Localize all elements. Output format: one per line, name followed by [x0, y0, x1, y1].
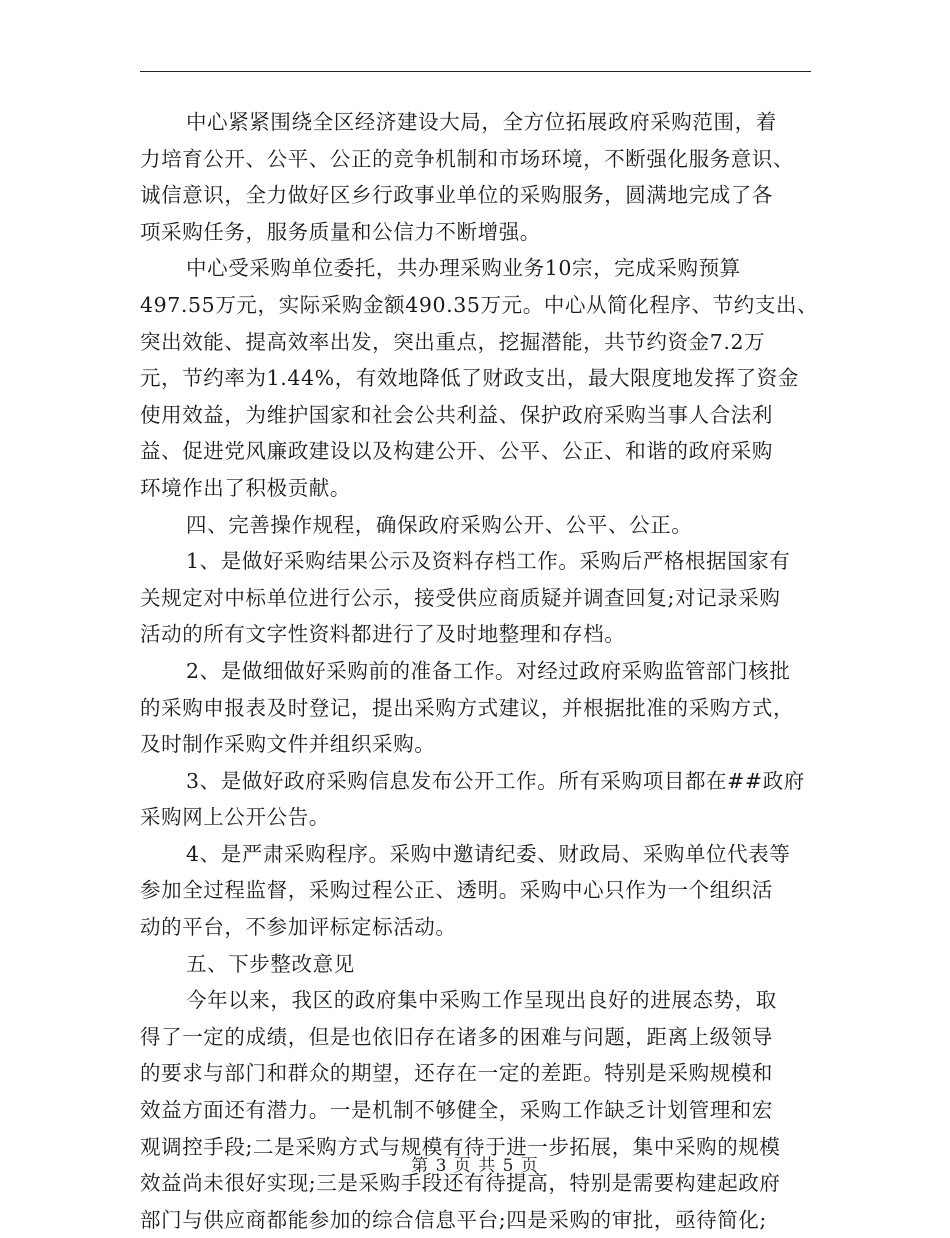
text-line: 元，节约率为1.44%，有效地降低了财政支出，最大限度地发挥了资金 [140, 366, 799, 391]
text-line: 497.55万元，实际采购金额490.35万元。中心从简化程序、节约支出、 [140, 292, 819, 317]
text-line: 2、是做细做好采购前的准备工作。对经过政府采购监管部门核批 [186, 658, 791, 683]
text-line: 效益方面还有潜力。一是机制不够健全，采购工作缺乏计划管理和宏 [140, 1098, 773, 1123]
text-line: 环境作出了积极贡献。 [140, 475, 351, 500]
text-line: 诚信意识，全力做好区乡行政事业单位的采购服务，圆满地完成了各 [140, 183, 773, 208]
document-body [140, 104, 820, 1238]
page-number: 第 3 页 共 5 页 [411, 1156, 539, 1176]
text-line: 的采购申报表及时登记，提出采购方式建议，并根据批准的采购方式， [140, 695, 795, 720]
section-heading: 五、下步整改意见 [186, 951, 355, 976]
text-line: 参加全过程监督，采购过程公正、透明。采购中心只作为一个组织活 [140, 878, 773, 903]
text-line: 及时制作采购文件并组织采购。 [140, 732, 436, 757]
text-line: 观调控手段;二是采购方式与规模有待于进一步拓展，集中采购的规模 [140, 1134, 781, 1159]
text-line: 部门与供应商都能参加的综合信息平台;四是采购的审批，亟待简化; [140, 1207, 767, 1232]
header-rule [140, 71, 811, 72]
text-line: 效益尚未很好实现;三是采购手段还有待提高，特别是需要构建起政府 [140, 1171, 781, 1196]
text-line: 力培育公开、公平、公正的竞争机制和市场环境，不断强化服务意识、 [140, 146, 795, 171]
text-line: 使用效益，为维护国家和社会公共利益、保护政府采购当事人合法利 [140, 402, 773, 427]
text-line: 关规定对中标单位进行公示，接受供应商质疑并调查回复;对记录采购 [140, 585, 781, 610]
text-line: 活动的所有文字性资料都进行了及时地整理和存档。 [140, 622, 626, 647]
text-line: 益、促进党风廉政建设以及构建公开、公平、公正、和谐的政府采购 [140, 439, 773, 464]
text-line: 得了一定的成绩，但是也依旧存在诸多的困难与问题，距离上级领导 [140, 1024, 773, 1049]
section-heading: 四、完善操作规程，确保政府采购公开、公平、公正。 [186, 512, 693, 537]
text-line: 动的平台，不参加评标定标活动。 [140, 915, 457, 940]
text-line: 3、是做好政府采购信息发布公开工作。所有采购项目都在##政府 [186, 768, 805, 793]
text-line: 的要求与部门和群众的期望，还存在一定的差距。特别是采购规模和 [140, 1061, 773, 1086]
text-line: 中心受采购单位委托，共办理采购业务10宗，完成采购预算 [186, 256, 741, 281]
text-line: 4、是严肃采购程序。采购中邀请纪委、财政局、采购单位代表等 [186, 841, 791, 866]
text-line: 采购网上公开公告。 [140, 805, 330, 830]
text-line: 今年以来，我区的政府集中采购工作呈现出良好的进展态势，取 [186, 988, 777, 1013]
text-line: 1、是做好采购结果公示及资料存档工作。采购后严格根据国家有 [186, 549, 791, 574]
text-line: 项采购任务，服务质量和公信力不断增强。 [140, 219, 541, 244]
text-line: 中心紧紧围绕全区经济建设大局，全方位拓展政府采购范围，着 [186, 110, 777, 134]
text-line: 突出效能、提高效率出发，突出重点，挖掘潜能，共节约资金7.2万 [140, 329, 766, 354]
